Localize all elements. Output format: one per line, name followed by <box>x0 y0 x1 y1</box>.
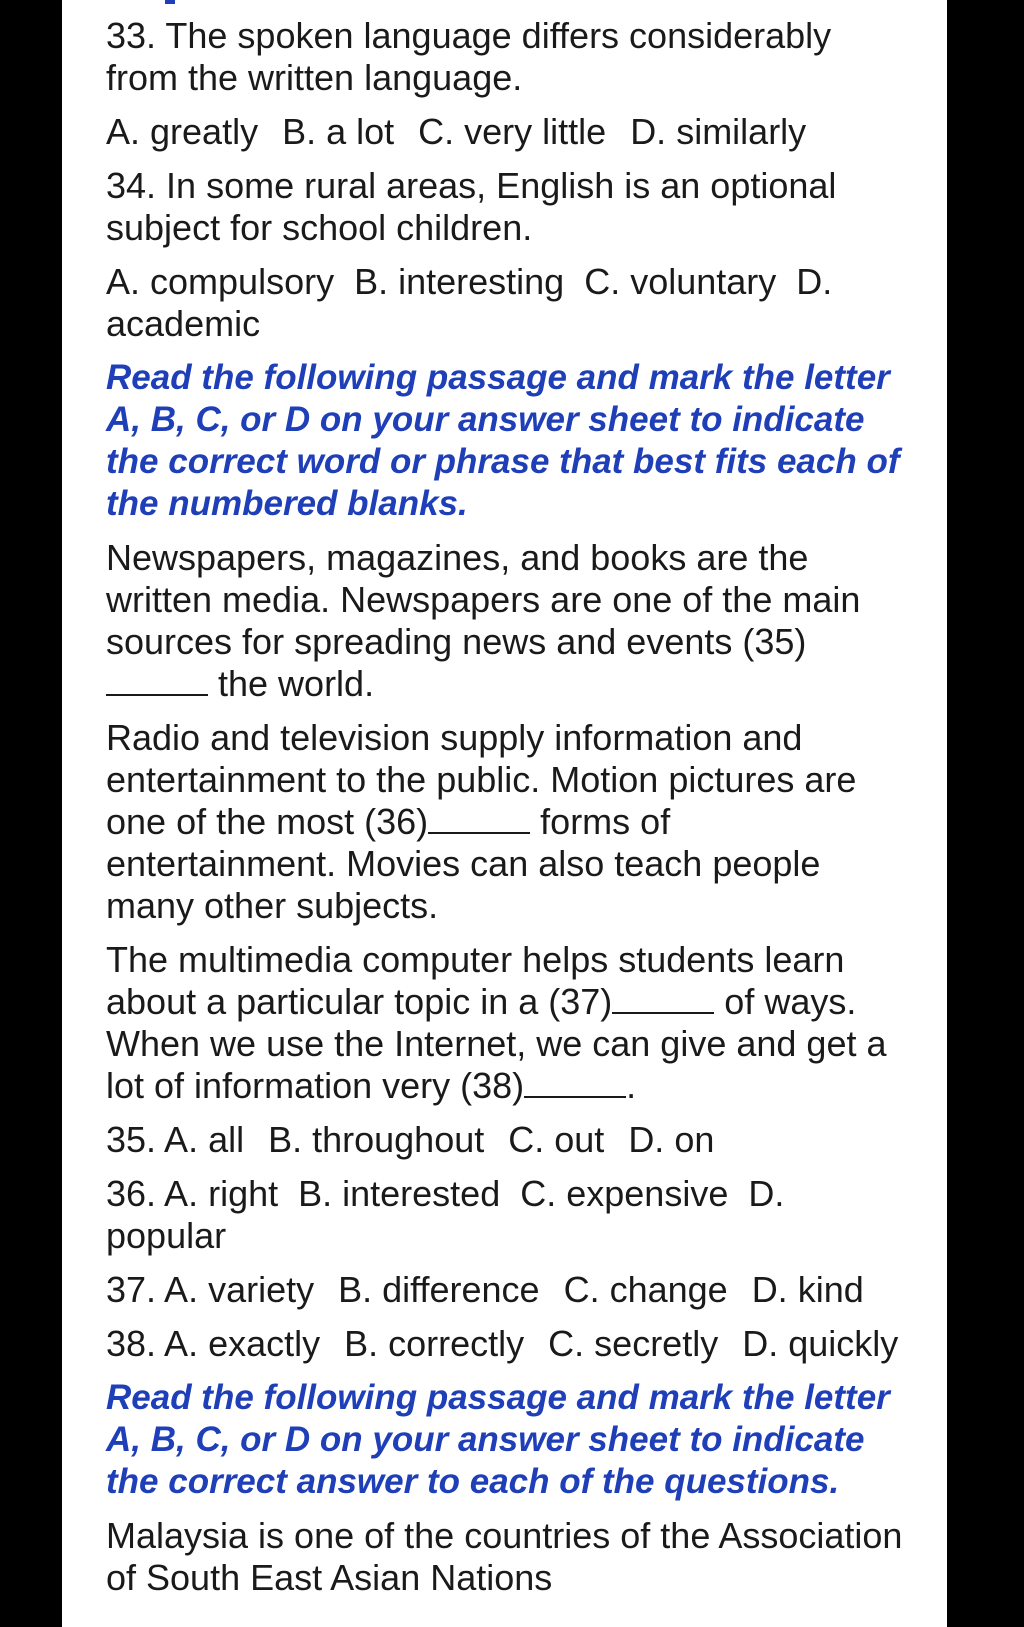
q37-option-b: B. difference <box>338 1269 540 1310</box>
q34-question: 34. In some rural areas, English is an optional subject for school children. <box>106 165 837 248</box>
q33-option-b: B. a lot <box>282 111 395 152</box>
passage-2-paragraph: Malaysia is one of the countries of the Association of South East Asian Nations <box>106 1515 903 1598</box>
q35-option-c: C. out <box>508 1119 605 1160</box>
q35-options <box>106 1119 906 1161</box>
q33-option-d: D. similarly <box>630 111 807 152</box>
instruction-2: Read the following passage and mark the letter A, B, C, or D on your answer sheet to indicate the correct answer to each of the questions. <box>106 1378 890 1501</box>
q37-option-d: D. kind <box>751 1269 864 1310</box>
q33-option-a: A. greatly <box>106 111 259 152</box>
passage-paragraph-1 <box>106 537 906 705</box>
q38-option-d: D. quickly <box>742 1323 899 1364</box>
top-mark <box>165 0 175 4</box>
passage-p1-text: Newspapers, magazines, and books are the written media. Newspapers are one of the main sources for spreading news and events (35) <box>106 537 861 662</box>
instruction-1: Read the following passage and mark the letter A, B, C, or D on your answer sheet to indicate the correct word or phrase that best fits each of the numbered blanks. <box>106 358 900 523</box>
q38-option-c: C. secretly <box>548 1323 719 1364</box>
passage-p1-end: the world. <box>208 663 375 704</box>
q38-option-a: 38. A. exactly <box>106 1323 321 1364</box>
passage-paragraph-2 <box>106 717 906 927</box>
q37-option-a: 37. A. variety <box>106 1269 315 1310</box>
blank-35 <box>106 664 208 696</box>
q33-options <box>106 111 906 153</box>
passage-p3-text: The multimedia computer helps students learn about a particular topic in a (37) <box>106 939 845 1022</box>
q35-option-d: D. on <box>628 1119 715 1160</box>
q38-option-b: B. correctly <box>344 1323 525 1364</box>
q33-option-c: C. very little <box>418 111 607 152</box>
passage-p3-mid: of ways. When we use the Internet, we can give and get a lot of information very (38) <box>106 981 887 1106</box>
q37-option-c: C. change <box>563 1269 728 1310</box>
q37-options <box>106 1269 906 1311</box>
document-page <box>62 0 947 1627</box>
content <box>106 15 906 1611</box>
blank-38 <box>524 1066 626 1098</box>
passage-p3-end: . <box>626 1065 637 1106</box>
passage-paragraph-3 <box>106 939 906 1107</box>
q38-options <box>106 1323 906 1365</box>
q36-options: 36. A. right B. interested C. expensive D. popular <box>106 1173 795 1256</box>
passage-p2-end: forms of entertainment. Movies can also teach people many other subjects. <box>106 801 821 926</box>
q34-options: A. compulsory B. interesting C. voluntary D. academic <box>106 261 843 344</box>
blank-36 <box>428 802 530 834</box>
q35-option-b: B. throughout <box>268 1119 485 1160</box>
blank-37 <box>612 982 714 1014</box>
q33-question: 33. The spoken language differs considerably from the written language. <box>106 15 832 98</box>
passage-p2-text: Radio and television supply information and entertainment to the public. Motion pictures are one of the most (36) <box>106 717 857 842</box>
q35-option-a: 35. A. all <box>106 1119 245 1160</box>
